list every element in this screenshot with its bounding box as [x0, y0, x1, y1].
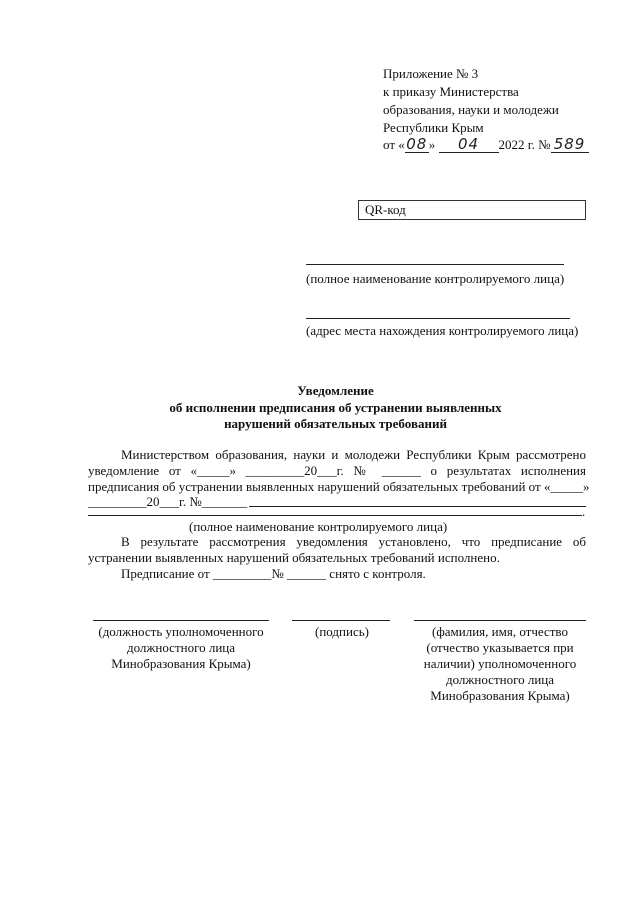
notice-subtitle-2: нарушений обязательных требований — [224, 416, 447, 431]
controlled-name-line — [306, 264, 564, 265]
appendix-number: Приложение № 3 — [383, 66, 479, 81]
date-month-handwritten: 04 — [439, 137, 499, 153]
controlled-address-caption: (адрес места нахождения контролируемого лица) — [306, 323, 579, 338]
signature-caption: (подпись) — [315, 624, 369, 639]
notice-title: Уведомление — [297, 383, 374, 398]
body-p1-line2: уведомление от «_____» _________20___г. № ______ о результатах исполнения — [88, 463, 586, 478]
date-year-text: 2022 г. № — [498, 137, 551, 152]
appendix-date-line — [383, 137, 589, 153]
appendix-ministry-line: образования, науки и молодежи — [383, 102, 559, 117]
body-p2-line1: В результате рассмотрения уведомления установлено, что предписание об — [121, 534, 586, 549]
position-signature-line — [93, 620, 269, 621]
date-mid-quote: » — [428, 137, 436, 152]
body-p1-line4-blank — [249, 506, 586, 507]
signature-line — [292, 620, 390, 621]
body-p1-line1: Министерством образования, науки и молодежи Республики Крым рассмотрено — [121, 447, 586, 462]
fullname-signature-line — [414, 620, 586, 621]
fullname-caption: (фамилия, имя, отчество (отчество указывается при наличии) уполномоченного должностного лица Минобразования Крыма) — [423, 624, 577, 703]
body-p1-line3: предписания об устранении выявленных нарушений обязательных требований от «_____» — [88, 479, 590, 494]
qr-code-box — [358, 200, 586, 220]
body-p1-line4: _________20___г. №_______ — [88, 494, 248, 509]
qr-code-label: QR-код — [365, 202, 406, 217]
appendix-order-line: к приказу Министерства — [383, 84, 519, 99]
position-caption: (должность уполномоченного должностного лица Минобразования Крыма) — [98, 624, 264, 671]
controlled-address-line — [306, 318, 570, 319]
body-p1-line5-blank — [88, 515, 582, 516]
controlled-name-caption: (полное наименование контролируемого лица) — [306, 271, 565, 286]
order-number-handwritten: 589 — [551, 137, 589, 153]
appendix-republic-line: Республики Крым — [383, 120, 484, 135]
notice-subtitle-1: об исполнении предписания об устранении выявленных — [169, 400, 502, 415]
body-p2-line2: устранении выявленных нарушений обязательных требований исполнено. — [88, 550, 500, 565]
body-p1-line5-end: . — [582, 504, 586, 519]
date-day-handwritten: 08 — [406, 135, 428, 153]
body-p1-caption: (полное наименование контролируемого лица) — [189, 519, 448, 534]
body-p3: Предписание от _________№ ______ снято с контроля. — [121, 566, 426, 581]
date-prefix: от « — [383, 137, 405, 152]
